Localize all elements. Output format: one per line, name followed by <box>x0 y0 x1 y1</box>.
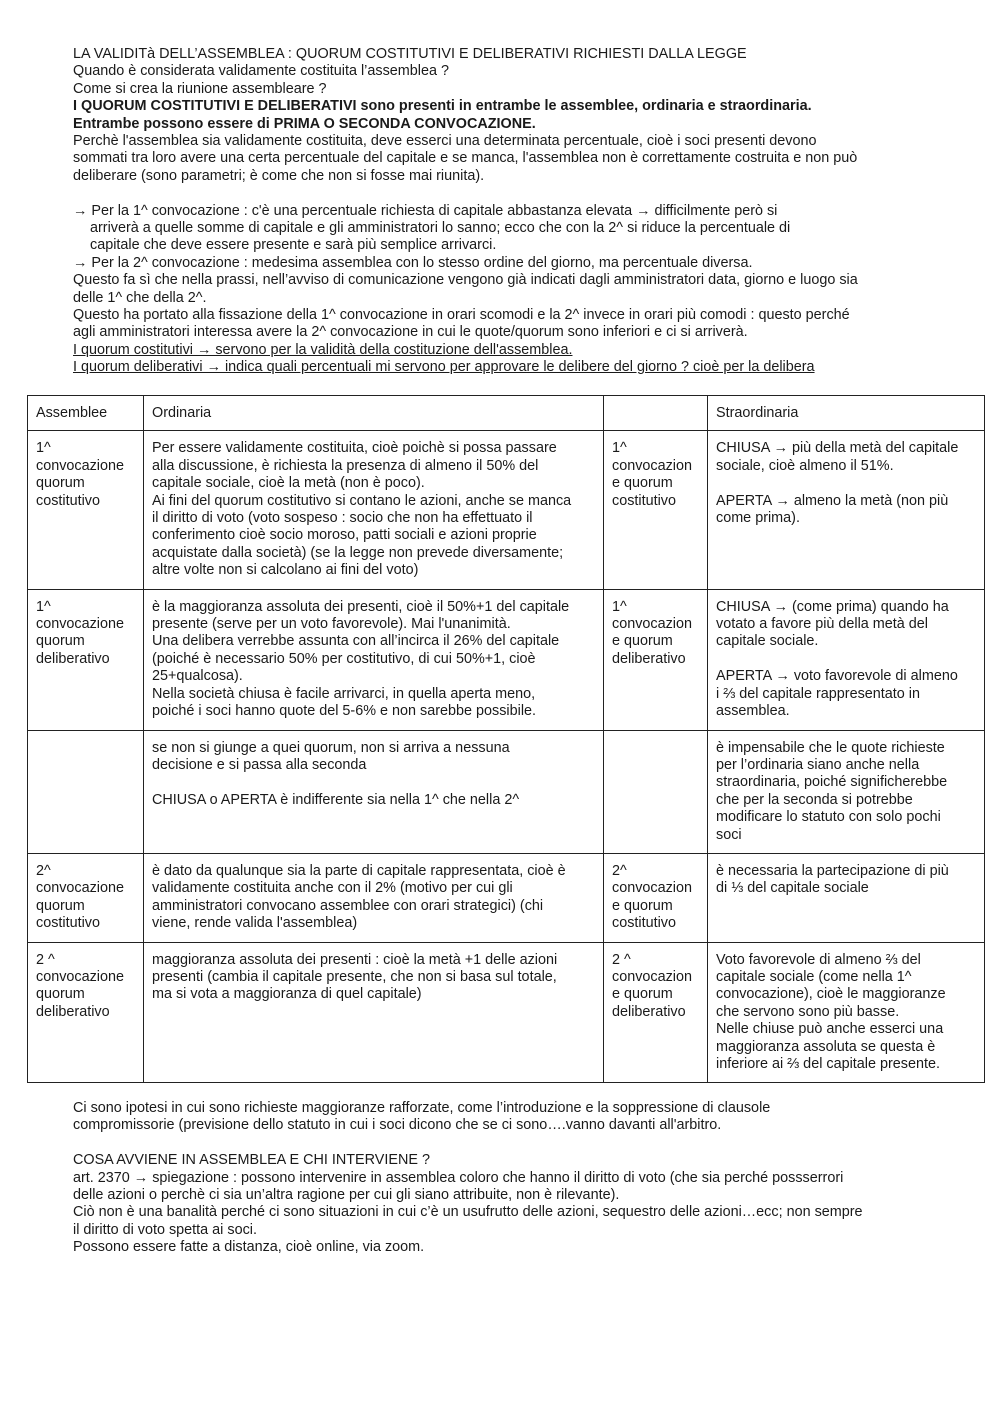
cell-line: Ai fini del quorum costitutivo si contano le azioni, anche se manca <box>152 492 572 509</box>
cell-line: CHIUSA o APERTA è indifferente sia nella 1^ che nella 2^ <box>152 791 520 808</box>
cell-line <box>716 475 976 492</box>
cell-line: votato a favore più della metà del <box>716 616 928 633</box>
cell-line: convocazione <box>36 457 125 474</box>
question-line: Come si crea la riunione assembleare ? <box>73 80 327 97</box>
cell-line: presente (serve per un voto favorevole). Mai l'unanimità. <box>152 616 511 633</box>
cell-line: soci <box>716 826 742 843</box>
arrow-point: capitale che deve essere presente e sarà più semplice arrivarci. <box>90 237 497 254</box>
cell-line: deliberativo <box>36 1003 110 1020</box>
cell-line: decisione e si passa alla seconda <box>152 756 367 773</box>
arrow-point: → Per la 2^ convocazione : medesima assemblea con lo stesso ordine del giorno, ma percentuale diversa. <box>73 254 753 271</box>
cell-line: convocazione <box>36 880 125 897</box>
paragraph-line: art. 2370 → spiegazione : possono intervenire in assemblea coloro che hanno il diritto di voto (che sia perché possserrori <box>73 1169 844 1186</box>
straordinaria-cell <box>708 589 985 730</box>
paragraph-line: delle 1^ che della 2^. <box>73 289 207 306</box>
cell-line: i ⅔ del capitale rappresentato in <box>716 685 920 702</box>
paragraph-line: Possono essere fatte a distanza, cioè online, via zoom. <box>73 1239 425 1256</box>
cell-line: 25+qualcosa). <box>152 668 243 685</box>
paragraph-line: il diritto di voto spetta ai soci. <box>73 1221 257 1238</box>
table-row <box>28 942 985 1083</box>
header-straordinaria: Straordinaria <box>708 396 985 431</box>
paragraph-line: Ciò non è una banalità perché ci sono situazioni in cui c’è un usufrutto delle azioni, sequestro delle azioni…ecc; non sempre <box>73 1204 863 1221</box>
quorum-table <box>27 395 985 1083</box>
table-row <box>28 730 985 853</box>
definition-deliberativi: I quorum deliberativi → indica quali percentuali mi servono per approvare le delibere del giorno ? cioè per la delibera <box>73 359 815 376</box>
straordinaria-cell <box>708 942 985 1083</box>
cell-line: di ⅓ del capitale sociale <box>716 880 869 897</box>
arrow-point: → Per la 1^ convocazione : c'è una percentuale richiesta di capitale abbastanza elevata → difficilmente però si <box>73 202 778 219</box>
cell-line: alla discussione, è richiesta la presenza di almeno il 50% del <box>152 457 539 474</box>
cell-line: convocazion <box>612 968 692 985</box>
straordinaria-cell <box>708 853 985 942</box>
cell-line: quorum <box>36 475 85 492</box>
cell-line: e quorum <box>612 897 673 914</box>
cell-line: straordinaria, poiché significherebbe <box>716 774 948 791</box>
cell-line: APERTA → almeno la metà (non più <box>716 492 949 509</box>
spacer <box>73 185 933 202</box>
outro-section <box>73 1100 933 1257</box>
cell-line: amministratori convocano assemblee con orari strategici) (chi <box>152 897 544 914</box>
cell-line: CHIUSA → più della metà del capitale <box>716 440 959 457</box>
straordinaria-label-cell <box>604 730 708 853</box>
cell-line: convocazione <box>36 968 125 985</box>
cell-line: presenti (cambia il capitale presente, che non si basa sul totale, <box>152 968 557 985</box>
straordinaria-label-cell <box>604 942 708 1083</box>
header-ordinaria: Ordinaria <box>144 396 604 431</box>
row-label-cell <box>28 942 144 1083</box>
straordinaria-label-cell <box>604 431 708 589</box>
cell-line: conferimento cioè socio moroso, patti sociali e azioni proprie <box>152 527 537 544</box>
header-empty <box>604 396 708 431</box>
cell-line <box>716 651 976 668</box>
ordinaria-cell <box>144 853 604 942</box>
cell-line: convocazion <box>612 616 692 633</box>
row-label-cell <box>28 853 144 942</box>
paragraph-line: delle azioni o perchè ci sia un’altra ragione per cui gli siano attribuite, non è rilevante). <box>73 1187 620 1204</box>
cell-line <box>152 774 595 791</box>
cell-line: per l’ordinaria siano anche nella <box>716 756 920 773</box>
cell-line: CHIUSA → (come prima) quando ha <box>716 598 949 615</box>
cell-line: costitutivo <box>36 915 100 932</box>
cell-line: è dato da qualunque sia la parte di capitale rappresentata, cioè è <box>152 862 566 879</box>
cell-line: e quorum <box>612 475 673 492</box>
cell-line: che servono sono più basse. <box>716 1003 900 1020</box>
straordinaria-cell <box>708 431 985 589</box>
cell-line: maggioranza assoluta dei presenti : cioè la metà +1 delle azioni <box>152 951 558 968</box>
cell-line: ma si vota a maggioranza di quel capitale) <box>152 986 422 1003</box>
ordinaria-cell <box>144 942 604 1083</box>
cell-line: deliberativo <box>612 1003 686 1020</box>
cell-line: 1^ <box>36 598 51 615</box>
cell-line: capitale sociale, cioè la metà (non è poco). <box>152 475 425 492</box>
cell-line: 2^ <box>612 862 627 879</box>
cell-line: è necessaria la partecipazione di più <box>716 862 949 879</box>
cell-line: validamente costituita anche con il 2% (motivo per cui gli <box>152 880 513 897</box>
header-assemblee: Assemblee <box>28 396 144 431</box>
paragraph-line: Perchè l'assemblea sia validamente costituita, deve esserci una determinata percentuale, cioè i soci presenti devono <box>73 133 817 150</box>
row-label-cell <box>28 431 144 589</box>
cell-line: modificare lo statuto con solo pochi <box>716 809 941 826</box>
cell-line: e quorum <box>612 633 673 650</box>
table-row <box>28 853 985 942</box>
cell-line: come prima). <box>716 510 800 527</box>
paragraph-line: Questo fa sì che nella prassi, nell’avviso di comunicazione vengono già indicati dagli amministratori data, giorno e luogo sia <box>73 272 858 289</box>
cell-line: capitale sociale (come nella 1^ <box>716 968 912 985</box>
cell-line: sociale, cioè almeno il 51%. <box>716 457 894 474</box>
cell-line: APERTA → voto favorevole di almeno <box>716 668 958 685</box>
cell-line: è la maggioranza assoluta dei presenti, cioè il 50%+1 del capitale <box>152 598 570 615</box>
cell-line: assemblea. <box>716 703 790 720</box>
bold-statement: I QUORUM COSTITUTIVI E DELIBERATIVI sono presenti in entrambe le assemblee, ordinaria e straordinaria. <box>73 98 812 115</box>
table-header-row <box>28 396 985 431</box>
paragraph-line: Ci sono ipotesi in cui sono richieste maggioranze rafforzate, come l’introduzione e la soppressione di clausole <box>73 1100 771 1116</box>
cell-line: convocazione <box>36 616 125 633</box>
arrow-point: arriverà a quelle somme di capitale e gli amministratori lo sanno; ecco che con la 2^ si riduce la percentuale di <box>90 220 791 237</box>
cell-line: costitutivo <box>612 915 676 932</box>
cell-line: 2^ <box>36 862 51 879</box>
cell-line: che per la seconda si potrebbe <box>716 791 913 808</box>
cell-line: 2 ^ <box>612 951 631 968</box>
cell-line: convocazion <box>612 880 692 897</box>
cell-line: costitutivo <box>36 492 100 509</box>
row-label-cell <box>28 730 144 853</box>
spacer <box>73 1135 933 1152</box>
paragraph-line: deliberare (sono parametri; è come che non si fosse mai riunita). <box>73 167 485 184</box>
straordinaria-cell <box>708 730 985 853</box>
straordinaria-label-cell <box>604 589 708 730</box>
cell-line: deliberativo <box>36 650 110 667</box>
paragraph-line: sommati tra loro avere una certa percentuale del capitale e se manca, l'assemblea non è correttamente costruita e non può <box>73 150 858 167</box>
cell-line: deliberativo <box>612 650 686 667</box>
cell-line: Nelle chiuse può anche esserci una <box>716 1021 944 1038</box>
cell-line: convocazione), cioè le maggioranze <box>716 986 946 1003</box>
document-title: LA VALIDITà DELL’ASSEMBLEA : QUORUM COSTITUTIVI E DELIBERATIVI RICHIESTI DALLA LEGGE <box>73 46 747 62</box>
cell-line: e quorum <box>612 986 673 1003</box>
cell-line: 1^ <box>36 440 51 457</box>
table-row <box>28 431 985 589</box>
cell-line: altre volte non si calcolano ai fini del voto) <box>152 562 419 579</box>
ordinaria-cell <box>144 431 604 589</box>
ordinaria-cell <box>144 730 604 853</box>
cell-line: acquistate dalla società) (se la legge non prevede diversamente; <box>152 544 564 561</box>
cell-line: quorum <box>36 986 85 1003</box>
cell-line: poiché i soci hanno quote del 5-6% e non sarebbe possibile. <box>152 703 537 720</box>
cell-line: maggioranza assoluta se questa è <box>716 1038 936 1055</box>
cell-line: (poiché è necessario 50% per costitutivo, di cui 50%+1, cioè <box>152 650 536 667</box>
cell-line: viene, rende valida l'assemblea) <box>152 915 358 932</box>
definition-costitutivi: I quorum costitutivi → servono per la validità della costituzione dell'assemblea. <box>73 341 573 358</box>
paragraph-line: agli amministratori interessa avere la 2^ convocazione in cui le quote/quorum sono inferiori e ci si arriverà. <box>73 324 748 341</box>
cell-line: inferiore ai ⅔ del capitale presente. <box>716 1056 940 1072</box>
intro-section <box>73 46 933 377</box>
cell-line: 2 ^ <box>36 951 55 968</box>
cell-line: quorum <box>36 633 85 650</box>
cell-line: Per essere validamente costituita, cioè poichè si possa passare <box>152 440 557 457</box>
straordinaria-label-cell <box>604 853 708 942</box>
cell-line: quorum <box>36 897 85 914</box>
ordinaria-cell <box>144 589 604 730</box>
cell-line: il diritto di voto (voto sospeso : socio che non ha effettuato il <box>152 510 533 527</box>
bold-statement: Entrambe possono essere di PRIMA O SECONDA CONVOCAZIONE. <box>73 115 536 132</box>
cell-line: Voto favorevole di almeno ⅔ del <box>716 951 921 968</box>
paragraph-line: compromissorie (previsione dello statuto in cui i soci dicono che se ci sono….vanno davanti all'arbitro. <box>73 1117 722 1134</box>
question-line: Quando è considerata validamente costituita l’assemblea ? <box>73 63 449 80</box>
section-heading: COSA AVVIENE IN ASSEMBLEA E CHI INTERVIENE ? <box>73 1152 430 1169</box>
table-row <box>28 589 985 730</box>
cell-line: è impensabile che le quote richieste <box>716 739 945 756</box>
cell-line: capitale sociale. <box>716 633 819 650</box>
cell-line: se non si giunge a quei quorum, non si arriva a nessuna <box>152 739 510 756</box>
row-label-cell <box>28 589 144 730</box>
cell-line: Nella società chiusa è facile arrivarci, in quella aperta meno, <box>152 685 536 702</box>
cell-line: 1^ <box>612 440 627 457</box>
paragraph-line: Questo ha portato alla fissazione della 1^ convocazione in orari scomodi e la 2^ invece in orari più comodi : questo perché <box>73 307 850 324</box>
cell-line: Una delibera verrebbe assunta con all’incirca il 26% del capitale <box>152 633 560 650</box>
cell-line: costitutivo <box>612 492 676 509</box>
cell-line: convocazion <box>612 457 692 474</box>
cell-line: 1^ <box>612 598 627 615</box>
